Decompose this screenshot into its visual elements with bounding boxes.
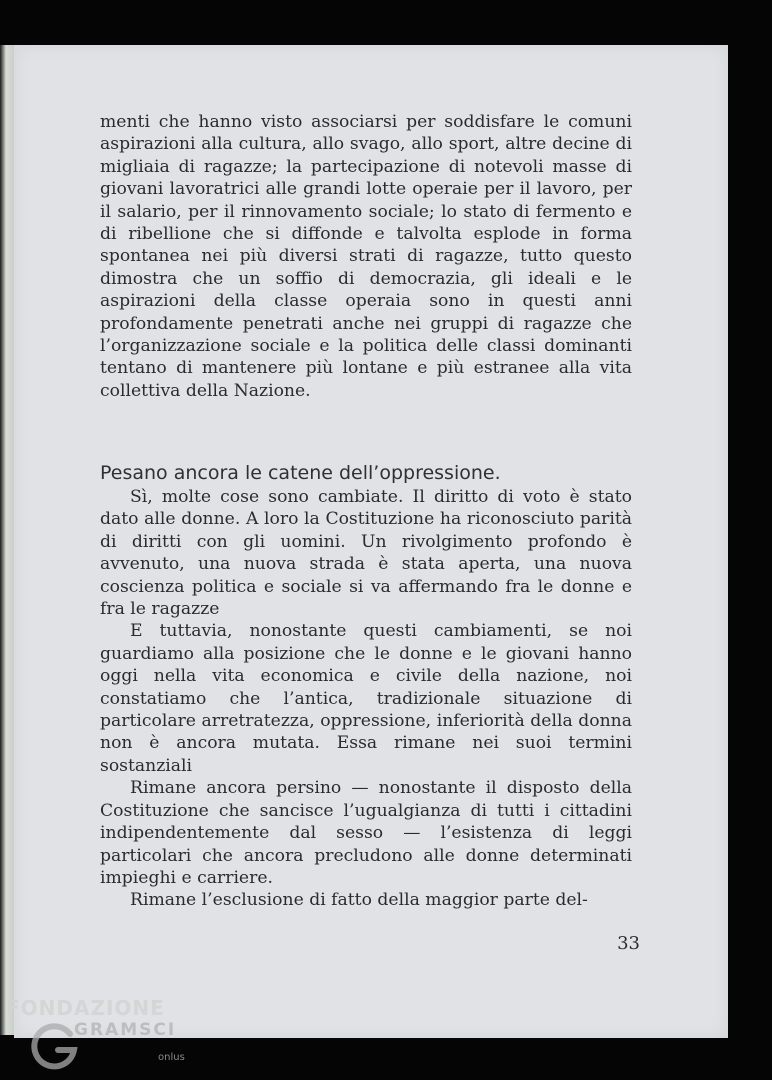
- watermark-line-1: FONDAZIONE: [6, 996, 165, 1020]
- body-paragraph-block-2: [100, 486, 632, 912]
- paragraph: Sì, molte cose sono cambiate. Il diritto di voto è stato dato alle donne. A loro la Costituzione ha riconosciuto parità di diritti con gli uomini. Un rivolgimento profondo è avvenuto, una nuova strada è stata aperta, una nuova coscienza politica e sociale si va affermando fra le donne e fra le ragazze: [100, 487, 632, 620]
- paragraph: Rimane ancora persino — nonostante il disposto della Costituzione che sancisce l’ugualgianza di tutti i cittadini indipendentemente dal sesso — l’esistenza di leggi particolari che ancora precludono alle donne determinati impieghi e carriere.: [100, 778, 632, 888]
- book-page: [14, 45, 728, 1038]
- body-paragraph-block-1: [100, 111, 632, 402]
- paragraph: Rimane l’esclusione di fatto della maggior parte del-: [130, 890, 588, 911]
- page-number: 33: [617, 933, 640, 954]
- section-heading: Pesano ancora le catene dell’oppressione.: [100, 461, 501, 484]
- watermark-line-2: GRAMSCI: [74, 1020, 177, 1040]
- watermark-line-3: onlus: [158, 1052, 185, 1063]
- paragraph: E tuttavia, nonostante questi cambiamenti, se noi guardiamo alla posizione che le donne e le giovani hanno oggi nella vita economica e civile della nazione, noi constatiamo che l’antica, tradizionale situazione di particolare arretratezza, oppressione, inferiorità della donna non è ancora mutata. Essa rimane nei suoi termini sostanziali: [100, 621, 632, 776]
- paragraph-continuation: menti che hanno visto associarsi per soddisfare le comuni aspirazioni alla cultura, allo svago, allo sport, altre decine di migliaia di ragazze; la partecipazione di notevoli masse di giovani lavoratrici alle grandi lotte operaie per il lavoro, per il salario, per il rinnovamento sociale; lo stato di fermento e di ribellione che si diffonde e talvolta esplode in forma spontanea nei più diversi strati di ragazze, tutto questo dimostra che un soffio di democrazia, gli ideali e le aspirazioni della classe operaia sono in questi anni profondamente penetrati anche nei gruppi di ragazze che l’organizzazione sociale e la politica delle classi dominanti tentano di mantenere più lontane e più estranee alla vita collettiva della Nazione.: [100, 112, 632, 401]
- watermark-logo: [0, 990, 200, 1080]
